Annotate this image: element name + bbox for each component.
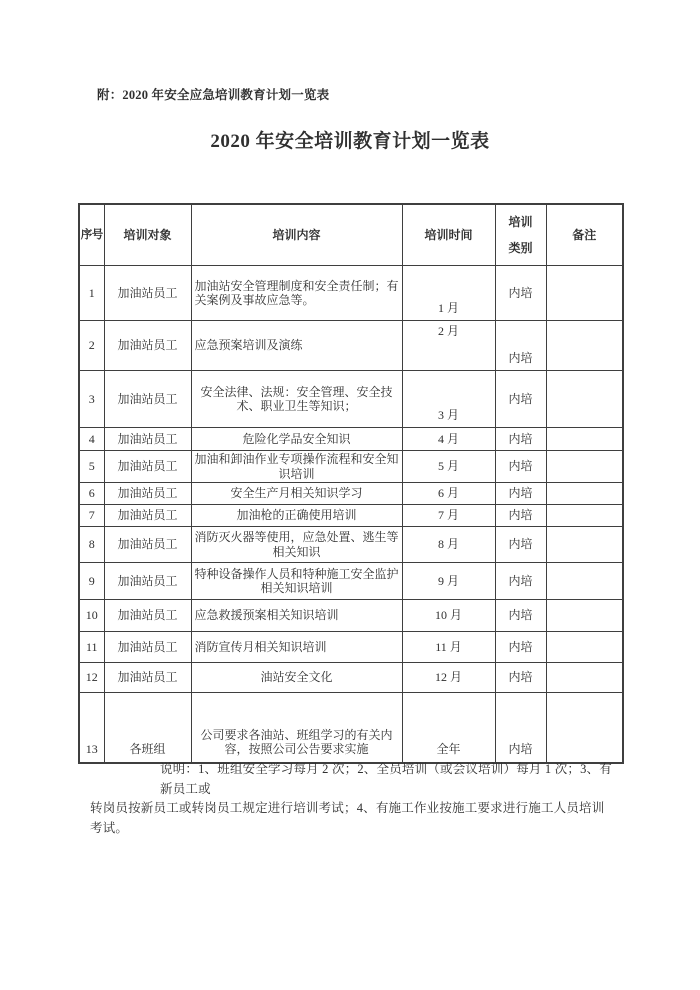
page-title: 2020 年安全培训教育计划一览表: [210, 131, 490, 152]
table-row: [79, 371, 623, 428]
cell-type: 内培: [495, 505, 546, 527]
header-type: [495, 204, 546, 266]
header-time: 培训时间: [402, 204, 495, 266]
cell-content: 公司要求各油站、班组学习的有关内容，按照公司公告要求实施: [191, 693, 402, 763]
training-plan-table: [78, 203, 624, 764]
cell-time: 12 月: [402, 663, 495, 693]
cell-time: 10 月: [402, 600, 495, 632]
cell-time: 3 月: [402, 371, 495, 428]
table-row: [79, 600, 623, 632]
cell-target: 各班组: [104, 693, 191, 763]
header-content: 培训内容: [191, 204, 402, 266]
attachment-line: 附：2020 年安全应急培训教育计划一览表: [97, 88, 330, 102]
cell-target: 加油站员工: [104, 505, 191, 527]
table-row: [79, 451, 623, 483]
cell-content: 安全法律、法规：安全管理、安全技术、职业卫生等知识；: [191, 371, 402, 428]
cell-target: 加油站员工: [104, 663, 191, 693]
cell-no: 12: [79, 663, 104, 693]
cell-target: 加油站员工: [104, 321, 191, 371]
table-row: [79, 505, 623, 527]
cell-type: 内培: [495, 600, 546, 632]
cell-content: 安全生产月相关知识学习: [191, 483, 402, 505]
cell-target: 加油站员工: [104, 428, 191, 451]
cell-time: 8 月: [402, 527, 495, 563]
cell-type: 内培: [495, 321, 546, 371]
header-target: 培训对象: [104, 204, 191, 266]
cell-no: 11: [79, 632, 104, 663]
table-row: [79, 428, 623, 451]
cell-type: 内培: [495, 632, 546, 663]
cell-time: 2 月: [402, 321, 495, 371]
cell-time: 5 月: [402, 451, 495, 483]
cell-content: 危险化学品安全知识: [191, 428, 402, 451]
cell-no: 7: [79, 505, 104, 527]
cell-no: 4: [79, 428, 104, 451]
cell-content: 应急救援预案相关知识培训: [191, 600, 402, 632]
table-row: [79, 693, 623, 763]
cell-content: 加油和卸油作业专项操作流程和安全知识培训: [191, 451, 402, 483]
cell-no: 3: [79, 371, 104, 428]
cell-type: 内培: [495, 266, 546, 321]
footnote-line2: 转岗员按新员工或转岗员工规定进行培训考试；4、有施工作业按施工要求进行施工人员培训考试。: [90, 801, 605, 835]
cell-target: 加油站员工: [104, 632, 191, 663]
cell-remark: [546, 663, 623, 693]
table-row: [79, 321, 623, 371]
cell-target: 加油站员工: [104, 483, 191, 505]
table-row: [79, 483, 623, 505]
table-row: [79, 527, 623, 563]
cell-remark: [546, 428, 623, 451]
cell-time: 全年: [402, 693, 495, 763]
table-row: [79, 663, 623, 693]
cell-remark: [546, 266, 623, 321]
cell-target: 加油站员工: [104, 527, 191, 563]
cell-content: 加油枪的正确使用培训: [191, 505, 402, 527]
cell-type: 内培: [495, 563, 546, 600]
cell-remark: [546, 632, 623, 663]
cell-no: 8: [79, 527, 104, 563]
cell-no: 2: [79, 321, 104, 371]
cell-type: 内培: [495, 451, 546, 483]
cell-type: 内培: [495, 693, 546, 763]
table-body: [79, 266, 623, 763]
cell-time: 6 月: [402, 483, 495, 505]
cell-no: 10: [79, 600, 104, 632]
cell-content: 消防宣传月相关知识培训: [191, 632, 402, 663]
cell-target: 加油站员工: [104, 600, 191, 632]
cell-type: 内培: [495, 428, 546, 451]
cell-target: 加油站员工: [104, 371, 191, 428]
cell-content: 消防灭火器等使用，应急处置、逃生等相关知识: [191, 527, 402, 563]
footnote-line1: 说明：1、班组安全学习每月 2 次；2、全员培训（或会议培训）每月 1 次；3、有新员工或: [160, 762, 612, 796]
cell-remark: [546, 371, 623, 428]
cell-content: 加油站安全管理制度和安全责任制；有关案例及事故应急等。: [191, 266, 402, 321]
cell-remark: [546, 483, 623, 505]
cell-remark: [546, 451, 623, 483]
cell-no: 6: [79, 483, 104, 505]
cell-type: 内培: [495, 663, 546, 693]
table-row: [79, 632, 623, 663]
footnote: [90, 760, 614, 838]
cell-no: 5: [79, 451, 104, 483]
header-remark: 备注: [546, 204, 623, 266]
header-no: 序号: [79, 204, 104, 266]
cell-target: 加油站员工: [104, 563, 191, 600]
table-row: [79, 266, 623, 321]
cell-target: 加油站员工: [104, 451, 191, 483]
cell-content: 油站安全文化: [191, 663, 402, 693]
table-row: [79, 563, 623, 600]
header-type-line1: 培训: [508, 214, 533, 229]
cell-no: 13: [79, 693, 104, 763]
table-header: [79, 204, 623, 266]
header-type-line2: 类别: [508, 241, 533, 255]
cell-time: 4 月: [402, 428, 495, 451]
cell-no: 9: [79, 563, 104, 600]
cell-content: 应急预案培训及演练: [191, 321, 402, 371]
cell-remark: [546, 563, 623, 600]
cell-remark: [546, 600, 623, 632]
cell-remark: [546, 527, 623, 563]
cell-time: 11 月: [402, 632, 495, 663]
cell-remark: [546, 505, 623, 527]
cell-content: 特种设备操作人员和特种施工安全监护相关知识培训: [191, 563, 402, 600]
cell-no: 1: [79, 266, 104, 321]
cell-time: 1 月: [402, 266, 495, 321]
cell-type: 内培: [495, 371, 546, 428]
cell-target: 加油站员工: [104, 266, 191, 321]
cell-time: 7 月: [402, 505, 495, 527]
cell-type: 内培: [495, 483, 546, 505]
header-row: [79, 204, 623, 266]
cell-type: 内培: [495, 527, 546, 563]
cell-remark: [546, 321, 623, 371]
cell-time: 9 月: [402, 563, 495, 600]
cell-remark: [546, 693, 623, 763]
